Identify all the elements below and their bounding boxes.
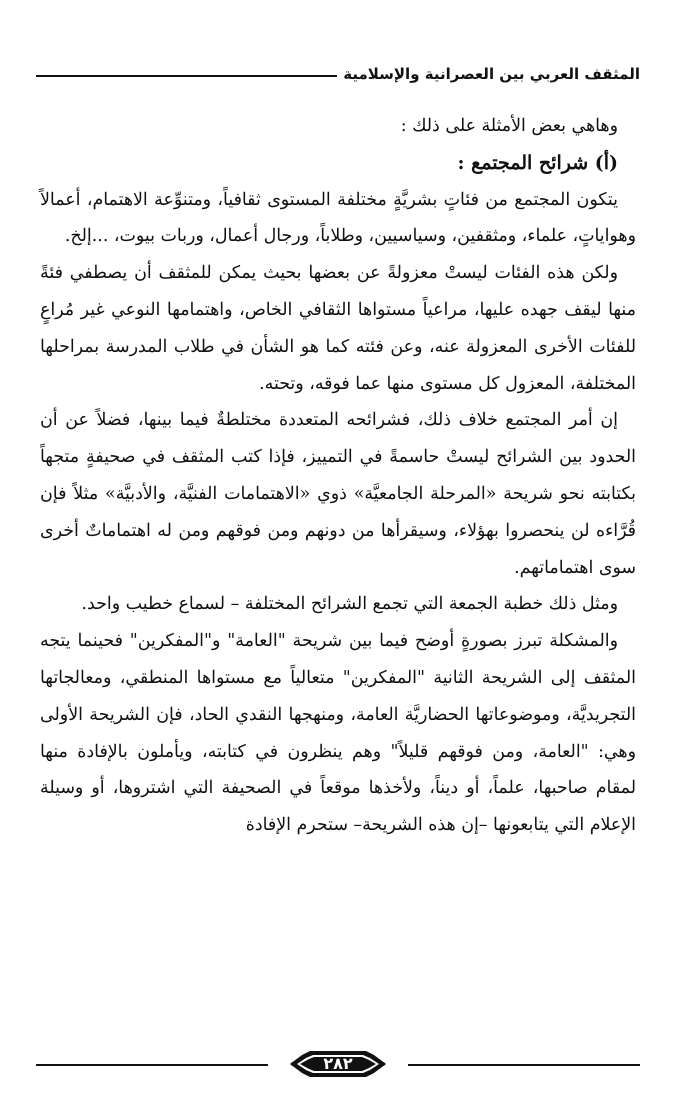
paragraph-5: والمشكلة تبرز بصورةٍ أوضح فيما بين شريحة "العامة" و"المفكرين" فحينما يتجه المثقف إلى الشريحة الثانية "المفكرين" متعالياً مع مستواها المنطقي، ومعالجاتها التجريديَّة، وموضوعاتها الحضاريَّة العامة، ومنهجها النقدي الحاد، فإن الشريحة الأولى وهي: "العامة، ومن فوقهم قليلاً" وهم ينظرون في كتابته، ويأملون بالإفادة منها لمقام صاحبها، علماً، أو ديناً، ولأخذها موقعاً في الصحيفة التي اشتروها، أو وسيلة الإعلام التي يتابعونها –إن هذه الشريحة– ستحرم الإفادة	[40, 631, 636, 836]
footer-rule-left	[36, 1064, 268, 1066]
running-header	[36, 62, 640, 86]
header-rule	[36, 75, 337, 77]
running-title: المثقف العربي بين العصرانية والإسلامية	[343, 65, 640, 83]
paragraph-3: إن أمر المجتمع خلاف ذلك، فشرائحه المتعددة مختلطةٌ فيما بينها، فضلاً عن أن الحدود بين الشرائح ليستْ حاسمةً في التمييز، فإذا كتب المثقف في صحيفةٍ متجهاً بكتابته نحو شريحة «المرحلة الجامعيَّة» ذوي «الاهتمامات الفنيَّة، والأدبيَّة» مثلاً فإن قُرَّاءه لن ينحصروا بهؤلاء، وسيقرأها من دونهم ومن فوقهم ومن له اهتماماتٌ أخرى سوى اهتماماتهم.	[40, 410, 636, 578]
page-number-badge	[288, 1046, 388, 1082]
paragraph-2: ولكن هذه الفئات ليستْ معزولةً عن بعضها بحيث يمكن للمثقف أن يصطفي فئةً منها ليقف جهده عليها، مراعياً مستواها الثقافي الخاص، واهتمامها النوعي غير مُراعٍ للفئات الأخرى المعزولة عنه، وعن فئته كما هو الشأن في طلاب المدرسة بمراحلها المختلفة، المعزول كل مستوى منها عما فوقه، وتحته.	[40, 263, 636, 394]
section-heading: (أ) شرائح المجتمع :	[457, 151, 618, 174]
paragraph-4: ومثل ذلك خطبة الجمعة التي تجمع الشرائح المختلفة – لسماع خطيب واحد.	[81, 594, 618, 615]
intro-line: وهاهي بعض الأمثلة على ذلك :	[400, 116, 618, 136]
footer-rule-right	[408, 1064, 640, 1066]
page-body	[40, 108, 636, 844]
page-number: ٢٨٢	[323, 1054, 353, 1073]
paragraph-1: يتكون المجتمع من فئاتٍ بشريَّةٍ مختلفة المستوى ثقافياً، ومتنوِّعة الاهتمام، أعمالاً وهواياتٍ، علماء، ومثقفين، وسياسيين، وطلاباً، ورجال أعمال، وربات بيوت، ...إلخ.	[40, 189, 636, 247]
page-footer	[36, 1040, 640, 1090]
